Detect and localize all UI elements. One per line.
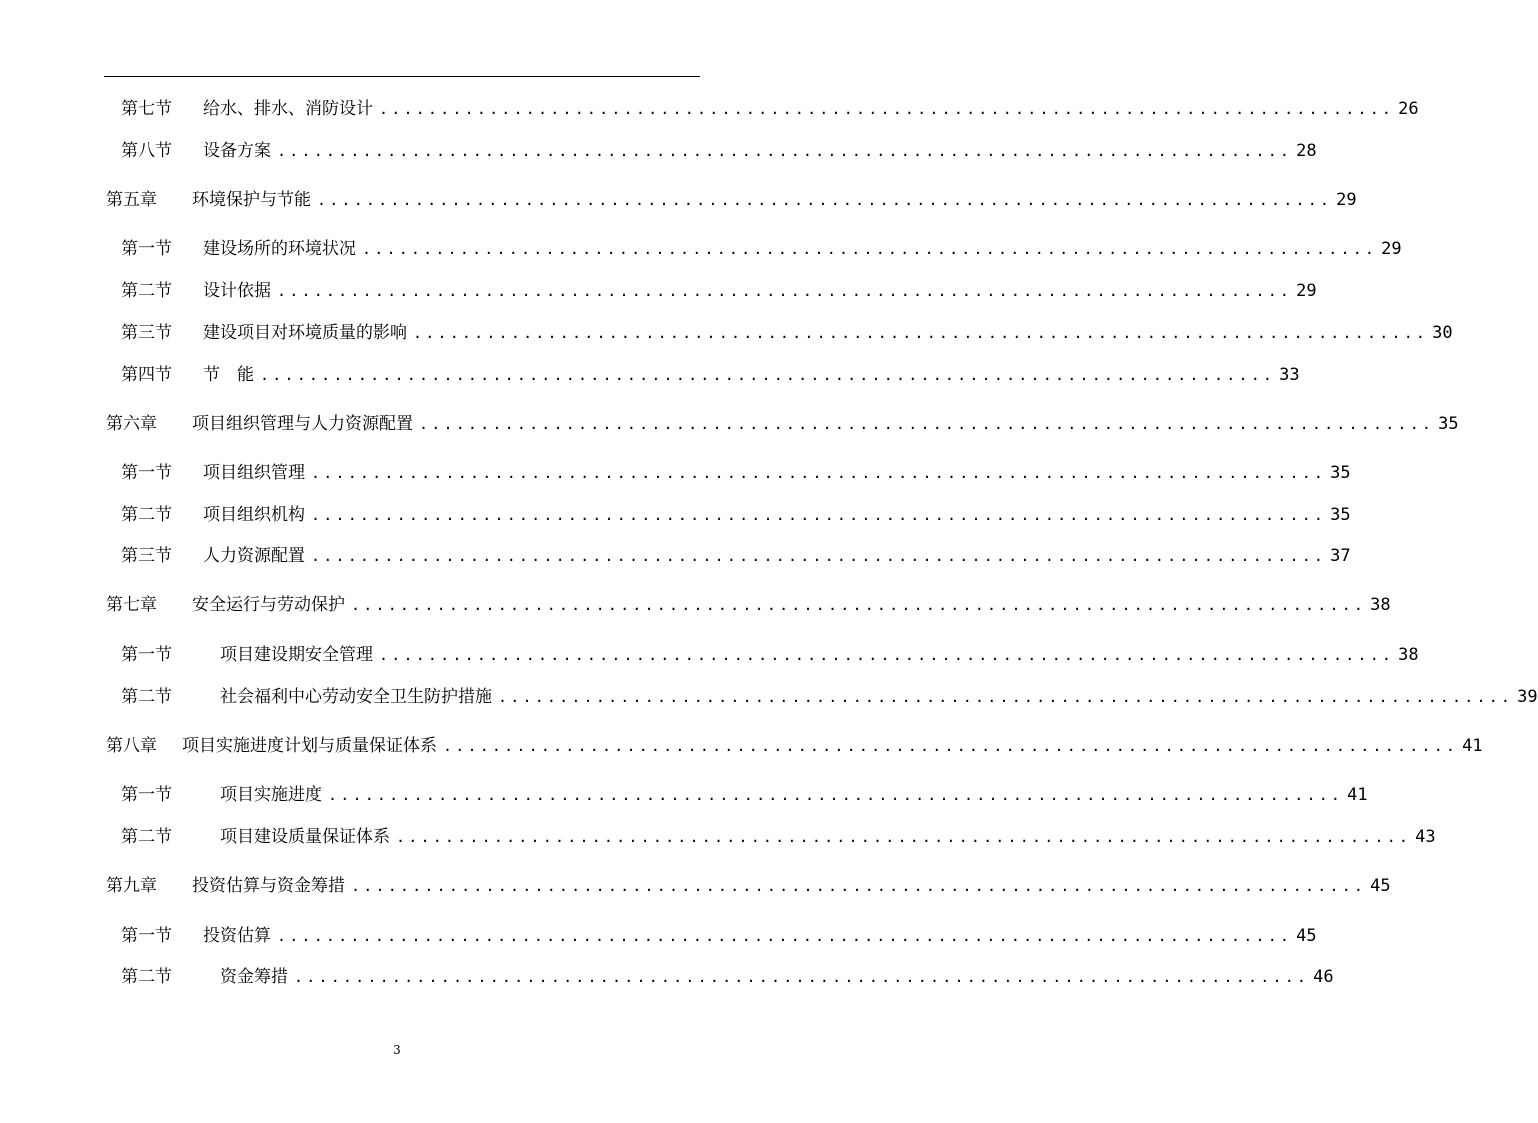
dot-leader: ................................................................................... bbox=[443, 737, 1459, 755]
toc-entry-title: 项目组织机构 bbox=[203, 505, 305, 525]
toc-entry-title: 建设场所的环境状况 bbox=[203, 239, 356, 259]
toc-entry-number: 第八节 bbox=[121, 141, 172, 161]
toc-entry-title: 设计依据 bbox=[203, 281, 271, 301]
toc-entry-page: 33 bbox=[1279, 365, 1300, 385]
toc-entry-number: 第八章 bbox=[106, 736, 157, 756]
dot-leader: ................................................................................... bbox=[294, 968, 1310, 986]
toc-entry-page: 30 bbox=[1432, 323, 1453, 343]
toc-entry-title: 人力资源配置 bbox=[203, 546, 305, 566]
toc-entry-page: 43 bbox=[1415, 827, 1436, 847]
toc-entry-number: 第二节 bbox=[121, 687, 172, 707]
toc-entry-number: 第三节 bbox=[121, 546, 172, 566]
toc-entry-title: 社会福利中心劳动安全卫生防护措施 bbox=[220, 687, 492, 707]
toc-entry-title: 资金筹措 bbox=[220, 967, 288, 987]
toc-entry-number: 第五章 bbox=[106, 190, 157, 210]
toc-entry[interactable] bbox=[0, 362, 1300, 388]
toc-entry-number: 第一节 bbox=[121, 645, 172, 665]
toc-entry-title: 项目组织管理 bbox=[203, 463, 305, 483]
dot-leader: ................................................................................... bbox=[362, 240, 1378, 258]
toc-entry-number: 第二节 bbox=[121, 827, 172, 847]
toc-entry[interactable] bbox=[0, 824, 1436, 850]
toc-entry-number: 第三节 bbox=[121, 323, 172, 343]
toc-entry[interactable] bbox=[0, 320, 1453, 346]
dot-leader: ................................................................................... bbox=[277, 142, 1293, 160]
dot-leader: ................................................................................... bbox=[498, 688, 1514, 706]
toc-entry[interactable] bbox=[0, 278, 1317, 304]
toc-entry-page: 39 bbox=[1517, 687, 1538, 707]
toc-entry[interactable] bbox=[0, 460, 1351, 486]
dot-leader: ................................................................................... bbox=[396, 828, 1412, 846]
page-number: 3 bbox=[393, 1043, 401, 1057]
toc-entry-page: 46 bbox=[1313, 967, 1334, 987]
toc-entry-title: 项目建设期安全管理 bbox=[220, 645, 373, 665]
dot-leader: ................................................................................... bbox=[351, 596, 1367, 614]
toc-entry-page: 35 bbox=[1330, 463, 1351, 483]
toc-entry[interactable] bbox=[0, 964, 1334, 990]
dot-leader: ................................................................................... bbox=[311, 464, 1327, 482]
dot-leader: ................................................................................... bbox=[351, 877, 1367, 895]
toc-entry-number: 第二节 bbox=[121, 281, 172, 301]
toc-entry[interactable] bbox=[0, 543, 1351, 569]
toc-entry-page: 45 bbox=[1370, 876, 1391, 896]
toc-entry-title: 环境保护与节能 bbox=[192, 190, 311, 210]
toc-entry-number: 第七节 bbox=[121, 99, 172, 119]
toc-entry-page: 41 bbox=[1462, 736, 1483, 756]
toc-entry-page: 29 bbox=[1296, 281, 1317, 301]
toc-entry-number: 第二节 bbox=[121, 505, 172, 525]
toc-entry[interactable] bbox=[0, 684, 1538, 710]
toc-entry-page: 45 bbox=[1296, 926, 1317, 946]
toc-entry-title: 建设项目对环境质量的影响 bbox=[203, 323, 407, 343]
toc-entry-title: 项目组织管理与人力资源配置 bbox=[192, 414, 413, 434]
toc-entry-number: 第六章 bbox=[106, 414, 157, 434]
toc-entry-title: 项目实施进度 bbox=[220, 785, 322, 805]
toc-entry-number: 第一节 bbox=[121, 463, 172, 483]
dot-leader: ................................................................................... bbox=[413, 324, 1429, 342]
toc-entry-number: 第一节 bbox=[121, 239, 172, 259]
toc-entry-page: 37 bbox=[1330, 546, 1351, 566]
dot-leader: ................................................................................... bbox=[379, 646, 1395, 664]
dot-leader: ................................................................................... bbox=[317, 191, 1333, 209]
toc-entry-page: 38 bbox=[1398, 645, 1419, 665]
toc-entry[interactable] bbox=[0, 502, 1351, 528]
toc-entry-number: 第一节 bbox=[121, 785, 172, 805]
toc-entry[interactable] bbox=[0, 187, 1357, 213]
dot-leader: ................................................................................... bbox=[277, 282, 1293, 300]
toc-entry-title: 设备方案 bbox=[203, 141, 271, 161]
toc-entry-page: 29 bbox=[1336, 190, 1357, 210]
toc-entry-page: 35 bbox=[1330, 505, 1351, 525]
toc-entry-title: 给水、排水、消防设计 bbox=[203, 99, 373, 119]
toc-entry-number: 第四节 bbox=[121, 365, 172, 385]
toc-entry-number: 第一节 bbox=[121, 926, 172, 946]
toc-entry-title: 投资估算 bbox=[203, 926, 271, 946]
toc-entry-title: 投资估算与资金筹措 bbox=[192, 876, 345, 896]
toc-entry-page: 38 bbox=[1370, 595, 1391, 615]
toc-entry[interactable] bbox=[0, 873, 1391, 899]
toc-entry-title: 节 能 bbox=[203, 365, 254, 385]
toc-entry-page: 29 bbox=[1381, 239, 1402, 259]
toc-entry-number: 第九章 bbox=[106, 876, 157, 896]
toc-entry[interactable] bbox=[0, 411, 1459, 437]
toc-entry[interactable] bbox=[0, 733, 1483, 759]
toc-entry[interactable] bbox=[0, 642, 1419, 668]
toc-entry[interactable] bbox=[0, 782, 1368, 808]
toc-entry-page: 28 bbox=[1296, 141, 1317, 161]
toc-entry-title: 项目实施进度计划与质量保证体系 bbox=[182, 736, 437, 756]
toc-entry[interactable] bbox=[0, 923, 1317, 949]
dot-leader: ................................................................................... bbox=[311, 506, 1327, 524]
toc-entry-number: 第七章 bbox=[106, 595, 157, 615]
toc-entry[interactable] bbox=[0, 592, 1391, 618]
dot-leader: ................................................................................... bbox=[260, 366, 1276, 384]
toc-entry[interactable] bbox=[0, 96, 1419, 122]
toc-entry-page: 41 bbox=[1347, 785, 1368, 805]
toc-entry-number: 第二节 bbox=[121, 967, 172, 987]
dot-leader: ................................................................................... bbox=[311, 547, 1327, 565]
toc-entry-title: 项目建设质量保证体系 bbox=[220, 827, 390, 847]
toc-entry-page: 35 bbox=[1438, 414, 1459, 434]
dot-leader: ................................................................................... bbox=[277, 927, 1293, 945]
dot-leader: ................................................................................... bbox=[419, 415, 1435, 433]
toc-entry[interactable] bbox=[0, 236, 1402, 262]
toc-entry-page: 26 bbox=[1398, 99, 1419, 119]
toc-entry-title: 安全运行与劳动保护 bbox=[192, 595, 345, 615]
dot-leader: ................................................................................... bbox=[328, 786, 1344, 804]
dot-leader: ................................................................................... bbox=[379, 100, 1395, 118]
toc-entry[interactable] bbox=[0, 138, 1317, 164]
